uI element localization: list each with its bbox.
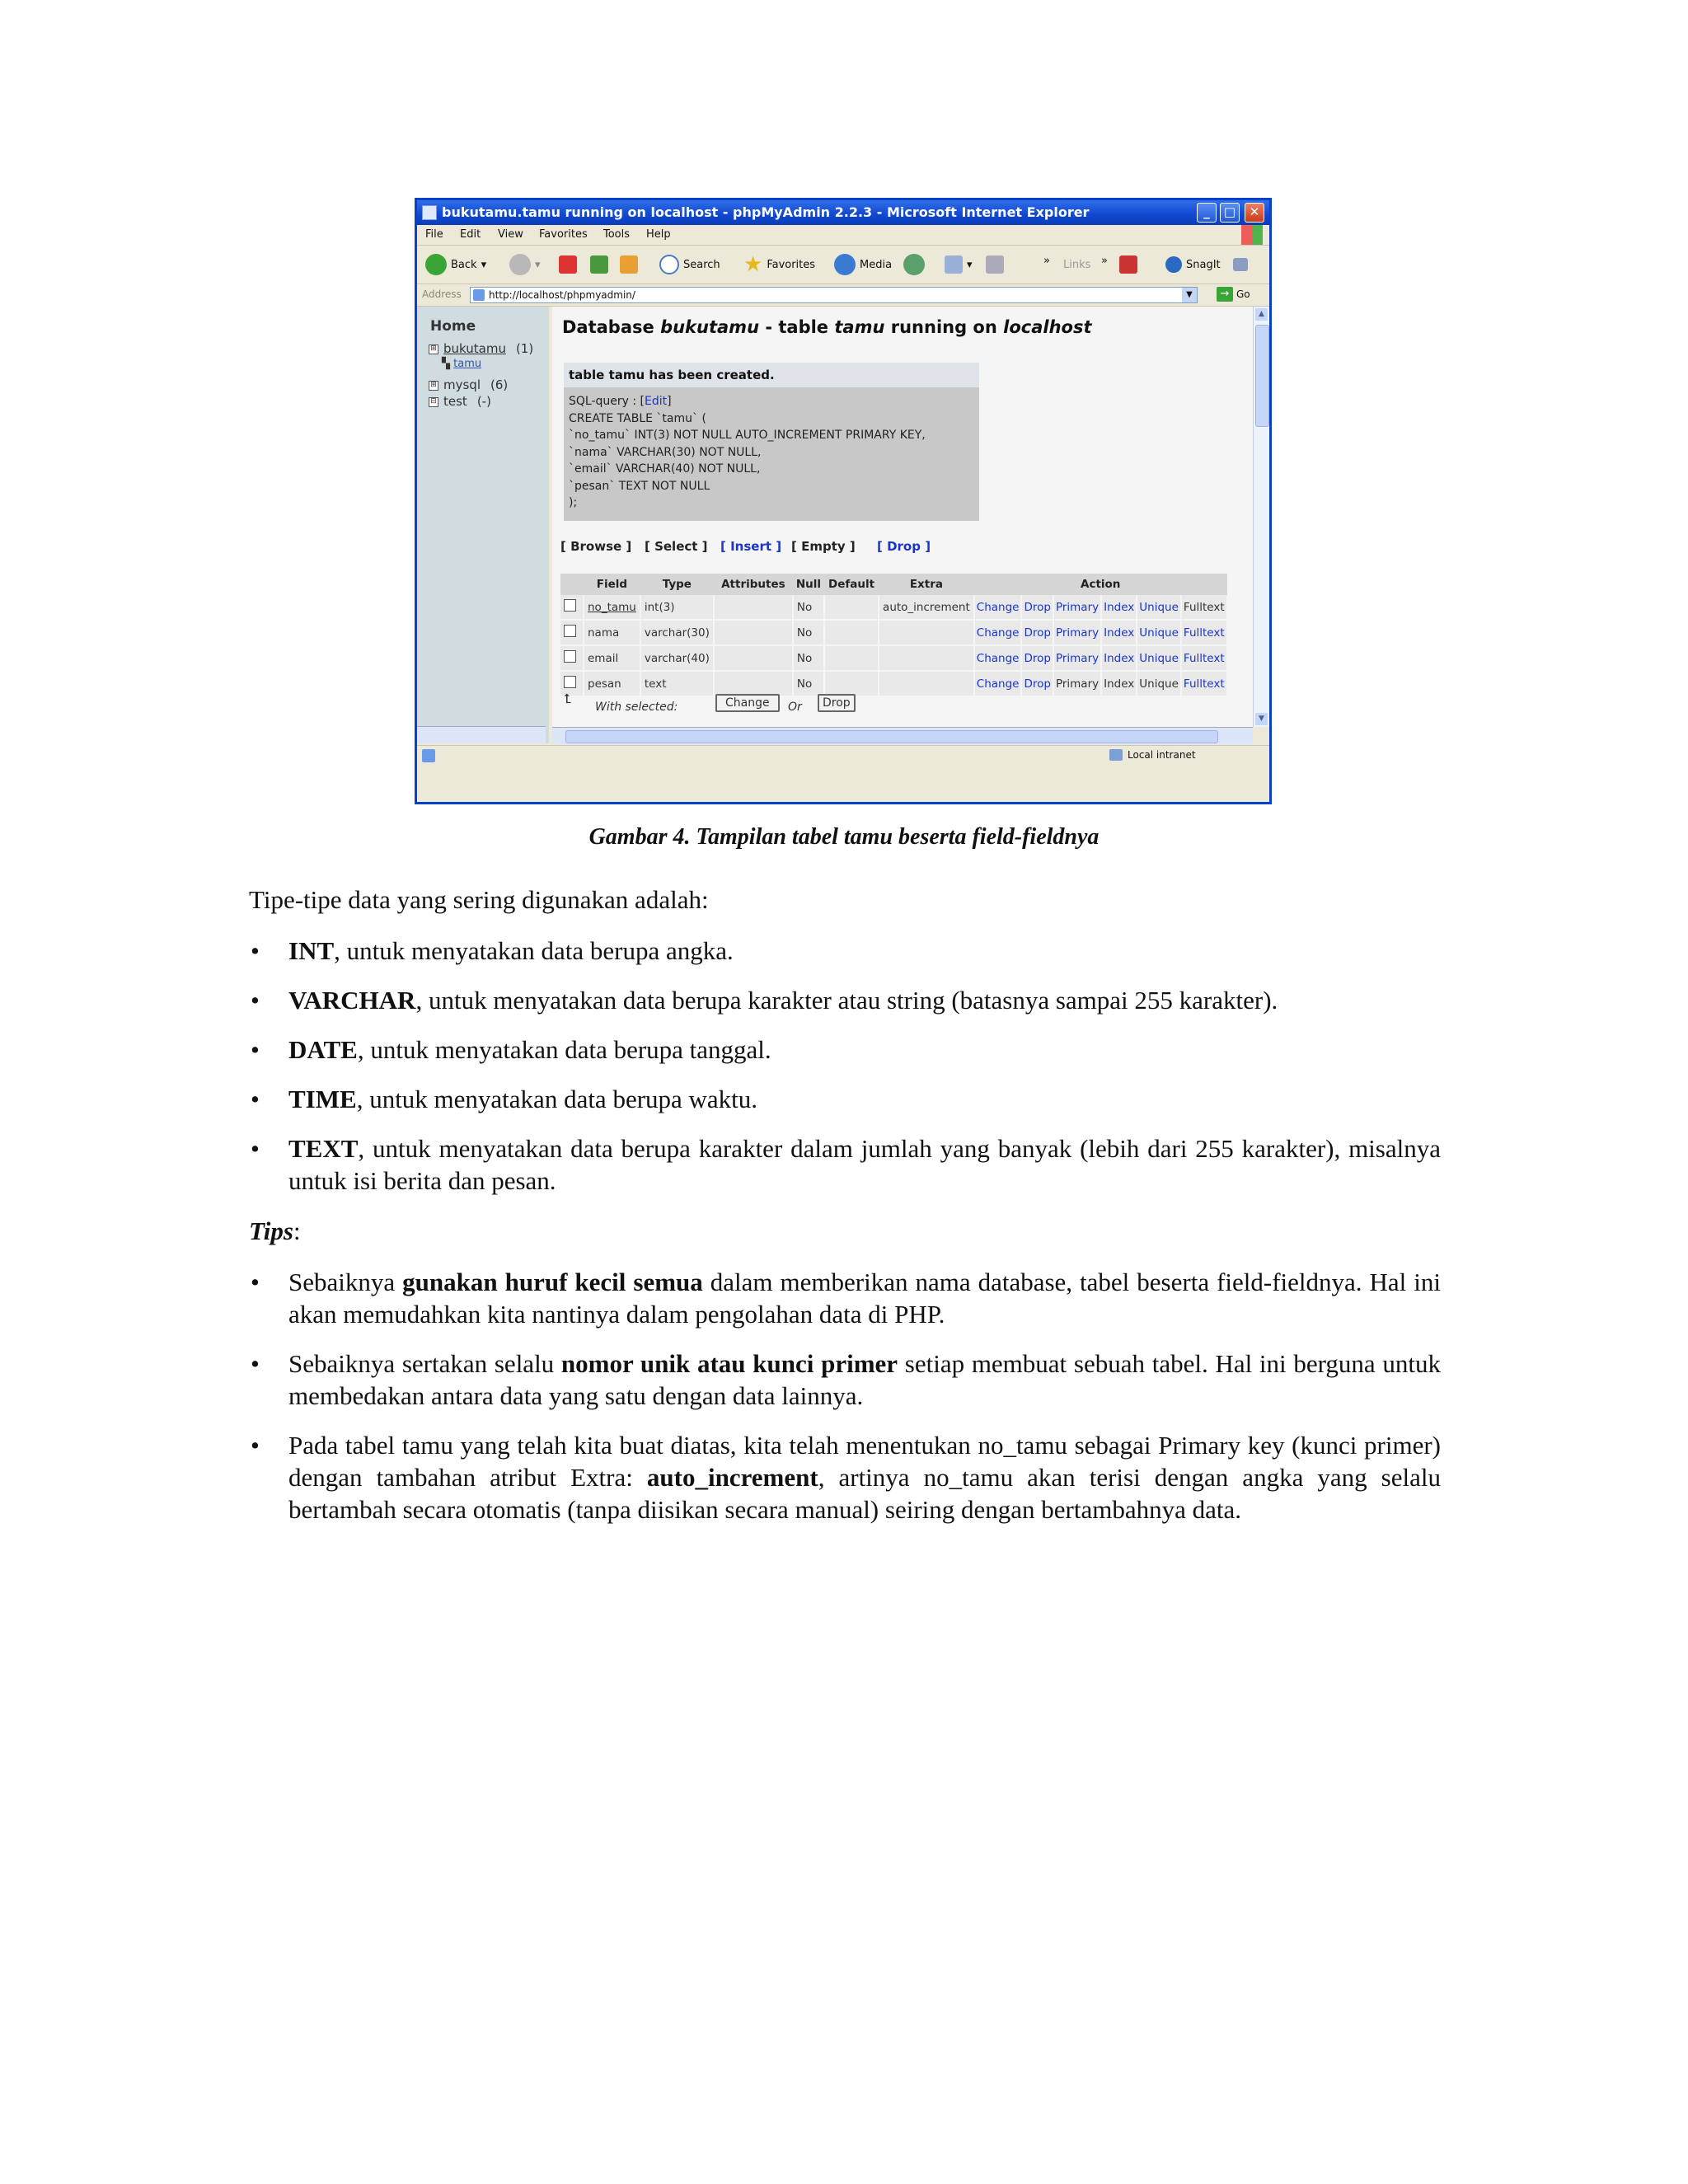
action-unique[interactable]: Unique <box>1137 671 1181 696</box>
header-checkbox-col <box>560 574 584 595</box>
sql-line: `nama` VARCHAR(30) NOT NULL, <box>569 445 762 459</box>
attributes-cell <box>714 595 793 620</box>
security-zone <box>1109 749 1196 761</box>
refresh-button[interactable] <box>590 253 608 276</box>
row-checkbox[interactable] <box>564 599 576 612</box>
print-icon <box>986 255 1004 274</box>
type-cell: text <box>640 671 714 696</box>
main-content-frame <box>552 307 1253 743</box>
intranet-icon <box>1109 749 1123 761</box>
action-primary[interactable]: Primary <box>1053 595 1101 620</box>
action-drop[interactable]: Drop <box>1021 671 1053 696</box>
extra-cell: auto_increment <box>879 595 974 620</box>
type-desc: , untuk menyatakan data berupa angka. <box>334 936 734 965</box>
heading-host: localhost <box>1003 317 1092 337</box>
null-cell: No <box>793 595 824 620</box>
action-drop[interactable]: Drop <box>1021 620 1053 645</box>
type-term: TIME <box>288 1085 357 1113</box>
pdf-button[interactable] <box>1119 253 1137 276</box>
stop-button[interactable] <box>559 253 577 276</box>
mail-dropdown-icon: ▾ <box>967 258 973 271</box>
types-intro: Tipe-tipe data yang sering digunakan adalah: <box>249 885 709 914</box>
row-checkbox-cell <box>560 595 584 620</box>
forward-arrow-icon <box>509 254 531 275</box>
ie-app-icon <box>422 205 437 220</box>
action-index[interactable]: Index <box>1101 595 1137 620</box>
list-item <box>249 984 1441 1016</box>
list-item <box>249 1033 1441 1066</box>
action-index[interactable]: Index <box>1101 671 1137 696</box>
status-bar <box>417 745 1269 766</box>
sql-line: ); <box>569 496 578 509</box>
action-index[interactable]: Index <box>1101 620 1137 645</box>
attributes-cell <box>714 620 793 645</box>
drop-selected-button[interactable]: Drop <box>818 694 856 712</box>
tree-item-count: (-) <box>476 394 491 409</box>
list-item <box>249 1266 1441 1330</box>
sql-line: `email` VARCHAR(40) NOT NULL, <box>569 462 761 476</box>
browse-link[interactable]: [ Browse ] <box>560 539 632 554</box>
row-checkbox-cell <box>560 620 584 645</box>
bullet-icon: • <box>251 1431 260 1460</box>
sql-line: `pesan` TEXT NOT NULL <box>569 479 710 493</box>
page-icon <box>473 289 485 301</box>
select-link[interactable]: [ Select ] <box>645 539 708 554</box>
mail-icon <box>945 255 963 274</box>
forward-button[interactable] <box>509 253 541 276</box>
menu-tools[interactable]: Tools <box>603 228 631 241</box>
action-fulltext[interactable]: Fulltext <box>1181 645 1227 671</box>
expand-icon[interactable]: ⊞ <box>429 344 438 354</box>
menu-view[interactable]: View <box>498 228 523 241</box>
action-unique[interactable]: Unique <box>1137 645 1181 671</box>
type-desc: , untuk menyatakan data berupa karakter dalam jumlah yang banyak (lebih dari 255 karakter), misalnya untuk isi berita dan pesan. <box>288 1134 1441 1195</box>
mail-button[interactable] <box>945 253 973 276</box>
table-header-row <box>560 574 1227 595</box>
toolbar-chevron-icon[interactable]: » <box>1043 254 1050 267</box>
tip-emphasis: nomor unik atau kunci primer <box>560 1349 898 1378</box>
home-button[interactable] <box>620 253 638 276</box>
address-input[interactable] <box>470 287 1198 303</box>
tree-item-count: (1) <box>515 341 534 356</box>
drop-link[interactable]: [ Drop ] <box>877 539 931 554</box>
media-label: Media <box>860 258 893 271</box>
tree-subitem-label: tamu <box>453 358 482 370</box>
page-done-icon <box>422 749 435 762</box>
header-null: Null <box>793 574 824 595</box>
pdf-icon <box>1119 255 1137 274</box>
bullet-icon: • <box>251 1268 260 1296</box>
sql-label-end: ] <box>667 395 672 408</box>
tips-heading <box>249 1215 301 1247</box>
action-index[interactable]: Index <box>1101 645 1137 671</box>
type-term: INT <box>288 936 335 965</box>
home-link[interactable]: Home <box>430 318 476 335</box>
tree-subitem-tamu[interactable] <box>442 358 481 370</box>
sql-edit-link[interactable]: Edit <box>645 395 668 408</box>
table-row <box>560 620 1227 645</box>
sql-label: SQL-query : [ <box>569 395 645 408</box>
windows-logo-icon <box>1241 225 1263 245</box>
refresh-icon <box>590 255 608 274</box>
action-fulltext[interactable]: Fulltext <box>1181 620 1227 645</box>
type-desc: , untuk menyatakan data berupa tanggal. <box>357 1035 771 1064</box>
menu-file[interactable]: File <box>425 228 443 241</box>
toolbar <box>417 246 1269 284</box>
action-fulltext[interactable]: Fulltext <box>1181 671 1227 696</box>
tip-text: Pada tabel tamu yang telah kita buat diatas, kita telah menentukan no_tamu sebagai Primary key (kunci primer) dengan tambahan atribut Extra: <box>288 1431 1441 1492</box>
tree-item-mysql[interactable] <box>429 377 508 392</box>
field-cell: pesan <box>584 671 640 696</box>
tree-item-bukutamu[interactable] <box>429 341 533 356</box>
type-term: VARCHAR <box>288 986 416 1015</box>
browser-screenshot <box>415 198 1272 804</box>
go-label: Go <box>1236 288 1250 300</box>
links-chevron-icon[interactable]: » <box>1101 254 1108 267</box>
snagit-label: SnagIt <box>1186 258 1221 271</box>
table-row <box>560 671 1227 696</box>
heading-prefix: Database <box>562 317 661 337</box>
stop-icon <box>559 255 577 274</box>
title-bar <box>417 200 1269 225</box>
scrollbar-thumb[interactable] <box>1255 325 1269 427</box>
back-label: Back <box>451 258 477 271</box>
go-button[interactable] <box>1217 287 1250 302</box>
heading-table: tamu <box>834 317 885 337</box>
capture-button[interactable] <box>1233 253 1248 276</box>
horizontal-scrollbar[interactable] <box>552 727 1253 744</box>
row-checkbox-cell <box>560 645 584 671</box>
home-icon <box>620 255 638 274</box>
header-extra: Extra <box>879 574 974 595</box>
print-button[interactable] <box>986 253 1004 276</box>
field-cell <box>584 595 640 620</box>
row-checkbox[interactable] <box>564 676 576 688</box>
vertical-scrollbar[interactable] <box>1253 307 1270 727</box>
success-message: table tamu has been created. <box>564 363 979 387</box>
type-desc: , untuk menyatakan data berupa waktu. <box>356 1085 758 1113</box>
tree-item-test[interactable] <box>429 394 491 409</box>
media-icon <box>834 254 856 275</box>
history-button[interactable] <box>903 253 925 276</box>
favorites-label: Favorites <box>767 258 816 271</box>
back-dropdown-icon: ▾ <box>481 258 487 271</box>
menu-favorites[interactable]: Favorites <box>539 228 588 241</box>
bullet-icon: • <box>251 1035 260 1064</box>
tips-list <box>249 1266 1441 1526</box>
action-unique[interactable]: Unique <box>1137 595 1181 620</box>
tree-item-name: mysql <box>443 377 481 392</box>
field-name: no_tamu <box>588 600 636 614</box>
search-icon <box>659 255 679 274</box>
row-checkbox[interactable] <box>564 650 576 663</box>
window-title: bukutamu.tamu running on localhost - phpMyAdmin 2.2.3 - Microsoft Internet Explorer <box>442 204 1090 220</box>
heading-database: bukutamu <box>660 317 760 337</box>
bullet-icon: • <box>251 1085 260 1113</box>
snagit-icon <box>1165 256 1182 273</box>
menu-help[interactable]: Help <box>646 228 671 241</box>
type-cell: varchar(30) <box>640 620 714 645</box>
sql-query-block <box>569 393 926 512</box>
list-item <box>249 1083 1441 1115</box>
search-label: Search <box>683 258 720 271</box>
scroll-down-icon[interactable]: ▼ <box>1255 713 1268 725</box>
action-primary[interactable]: Primary <box>1053 620 1101 645</box>
left-navigation-frame <box>417 307 552 743</box>
address-label: Address <box>422 288 462 300</box>
field-cell: email <box>584 645 640 671</box>
action-change[interactable]: Change <box>974 620 1022 645</box>
list-item <box>249 1347 1441 1412</box>
action-unique[interactable]: Unique <box>1137 620 1181 645</box>
tree-item-name: test <box>443 394 467 409</box>
header-field: Field <box>584 574 640 595</box>
history-icon <box>903 254 925 275</box>
action-change[interactable]: Change <box>974 595 1022 620</box>
change-selected-button[interactable]: Change <box>715 694 780 712</box>
scroll-up-icon[interactable]: ▲ <box>1255 308 1268 321</box>
table-icon: ▚ <box>442 358 450 370</box>
or-label: Or <box>788 701 802 714</box>
minimize-button[interactable]: _ <box>1197 203 1217 223</box>
tip-text: setiap membuat sebuah tabel. Hal ini berguna untuk membedakan antara data yang satu dengan data lainnya. <box>288 1349 1442 1410</box>
capture-icon <box>1233 258 1248 271</box>
sql-line: CREATE TABLE `tamu` ( <box>569 411 706 425</box>
tip-text: Sebaiknya <box>288 1268 403 1296</box>
query-result-box <box>564 363 979 521</box>
horizontal-scrollbar-thumb[interactable] <box>565 730 1218 743</box>
fields-table <box>560 574 1228 697</box>
action-fulltext[interactable]: Fulltext <box>1181 595 1227 620</box>
maximize-button[interactable]: □ <box>1220 203 1240 223</box>
action-change[interactable]: Change <box>974 671 1022 696</box>
field-cell: nama <box>584 620 640 645</box>
bullet-icon: • <box>251 936 260 965</box>
zone-label: Local intranet <box>1128 749 1196 761</box>
menu-edit[interactable]: Edit <box>460 228 481 241</box>
list-item <box>249 1429 1441 1526</box>
table-row <box>560 645 1227 671</box>
left-horizontal-scrollbar[interactable] <box>417 726 546 743</box>
action-primary[interactable]: Primary <box>1053 671 1101 696</box>
bullet-icon: • <box>251 1349 260 1378</box>
bullet-icon: • <box>251 986 260 1015</box>
tree-item-name: bukutamu <box>443 341 506 356</box>
tip-text: Sebaiknya sertakan selalu <box>288 1349 561 1378</box>
default-cell <box>824 645 879 671</box>
action-drop[interactable]: Drop <box>1021 645 1053 671</box>
tips-colon: : <box>293 1216 301 1245</box>
type-cell: int(3) <box>640 595 714 620</box>
expand-icon[interactable]: ⊞ <box>429 381 438 391</box>
type-cell: varchar(40) <box>640 645 714 671</box>
table-row <box>560 595 1227 620</box>
row-checkbox[interactable] <box>564 625 576 637</box>
action-primary[interactable]: Primary <box>1053 645 1101 671</box>
action-change[interactable]: Change <box>974 645 1022 671</box>
snagit-button[interactable] <box>1165 253 1221 276</box>
extra-cell <box>879 645 974 671</box>
list-item <box>249 935 1441 967</box>
back-button[interactable] <box>425 253 486 276</box>
menu-bar <box>417 225 1269 246</box>
tip-emphasis: auto_increment <box>646 1463 818 1492</box>
go-arrow-icon: → <box>1217 287 1233 302</box>
search-button[interactable] <box>659 253 720 276</box>
close-button[interactable]: ✕ <box>1245 203 1264 223</box>
collapse-icon[interactable]: ⊟ <box>429 397 438 407</box>
null-cell: No <box>793 671 824 696</box>
default-cell <box>824 671 879 696</box>
attributes-cell <box>714 645 793 671</box>
action-drop[interactable]: Drop <box>1021 595 1053 620</box>
page-title <box>562 317 1091 337</box>
empty-link[interactable]: [ Empty ] <box>791 539 856 554</box>
type-term: TEXT <box>288 1134 359 1163</box>
address-dropdown-icon[interactable]: ▼ <box>1182 288 1197 302</box>
links-label[interactable]: Links <box>1063 258 1091 271</box>
tip-text: dalam memberikan nama database, tabel beserta field-fieldnya. Hal ini akan memudahkan kita nantinya dalam pengolahan data di PHP. <box>288 1268 1442 1329</box>
tip-emphasis: gunakan huruf kecil semua <box>402 1268 703 1296</box>
type-term: DATE <box>288 1035 358 1064</box>
insert-link[interactable]: [ Insert ] <box>720 539 782 554</box>
attributes-cell <box>714 671 793 696</box>
favorites-star-icon: ★ <box>743 252 763 277</box>
bullet-icon: • <box>251 1134 260 1163</box>
tree-item-count: (6) <box>490 377 509 392</box>
media-button[interactable] <box>834 253 892 276</box>
heading-mid: - table <box>759 317 835 337</box>
sql-line: `no_tamu` INT(3) NOT NULL AUTO_INCREMENT PRIMARY KEY, <box>569 429 926 442</box>
tips-label: Tips <box>249 1216 293 1245</box>
header-type: Type <box>640 574 714 595</box>
address-bar <box>417 284 1269 307</box>
heading-suffix: running on <box>884 317 1004 337</box>
address-url: http://localhost/phpmyadmin/ <box>489 289 635 301</box>
type-desc: , untuk menyatakan data berupa karakter atau string (batasnya sampai 255 karakter). <box>415 986 1278 1015</box>
extra-cell <box>879 620 974 645</box>
with-selected-label: With selected: <box>595 701 678 714</box>
null-cell: No <box>793 645 824 671</box>
selection-arrow-icon: ⮤ <box>564 691 572 706</box>
extra-cell <box>879 671 974 696</box>
header-action: Action <box>974 574 1227 595</box>
forward-dropdown-icon: ▾ <box>535 258 541 271</box>
tip-text: , artinya no_tamu akan terisi dengan angka yang selalu bertambah secara otomatis (tanpa diisikan secara manual) seiring dengan bertambahnya data. <box>288 1463 1441 1524</box>
back-arrow-icon <box>425 254 447 275</box>
figure-caption: Gambar 4. Tampilan tabel tamu beserta field-fieldnya <box>588 824 1100 850</box>
favorites-button[interactable] <box>743 253 815 276</box>
header-attributes: Attributes <box>714 574 793 595</box>
header-default: Default <box>824 574 879 595</box>
list-item <box>249 1132 1441 1197</box>
data-types-list <box>249 935 1441 1197</box>
default-cell <box>824 595 879 620</box>
default-cell <box>824 620 879 645</box>
null-cell: No <box>793 620 824 645</box>
